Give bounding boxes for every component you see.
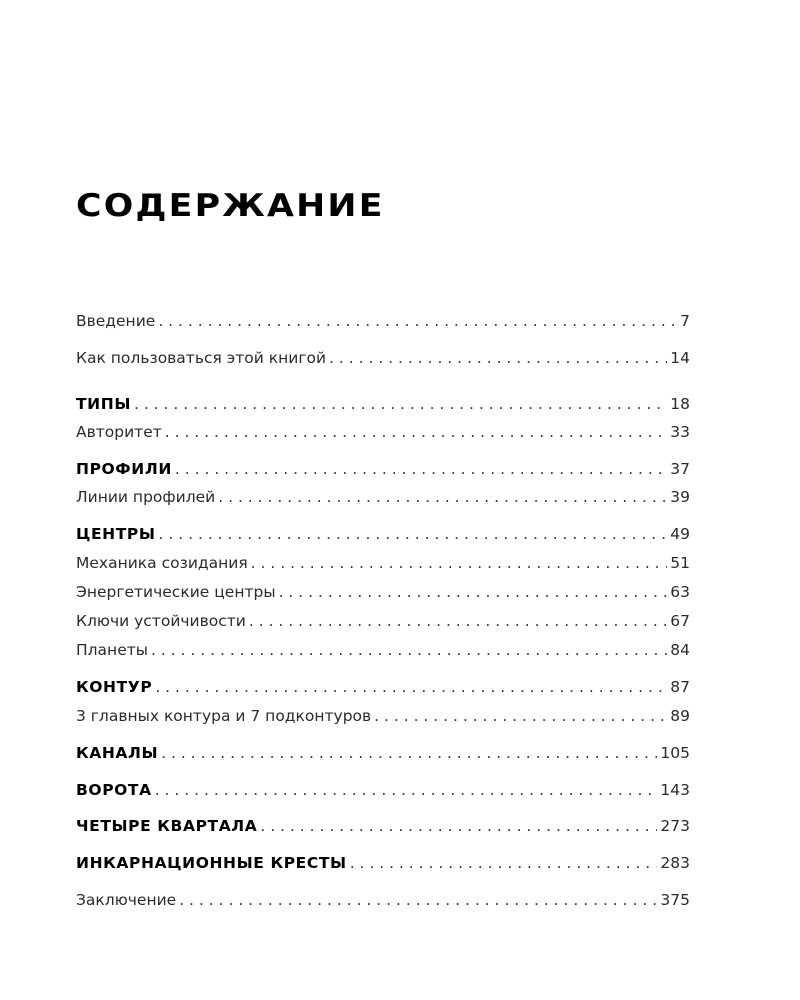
dot-leader <box>134 392 667 416</box>
dot-leader <box>165 420 668 444</box>
toc-section-centers[interactable] <box>76 522 690 546</box>
toc-entry-label: Энергетические центры <box>76 583 276 601</box>
toc-entry-main-circuits[interactable] <box>76 704 690 728</box>
dot-leader <box>158 309 677 333</box>
toc-section-label: ПРОФИЛИ <box>76 460 172 478</box>
toc-section-circuit[interactable] <box>76 675 690 699</box>
toc-entry-page: 67 <box>670 612 690 630</box>
toc-entry-page: 49 <box>670 525 690 543</box>
toc-section-label: КОНТУР <box>76 678 153 696</box>
toc-entry-page: 51 <box>670 554 690 572</box>
page-title: СОДЕРЖАНИЕ <box>76 188 385 224</box>
toc-entry-label: Линии профилей <box>76 488 216 506</box>
toc-entry-introduction[interactable] <box>76 309 690 333</box>
toc-section-profiles[interactable] <box>76 457 690 481</box>
dot-leader <box>329 346 667 370</box>
toc-entry-page: 143 <box>660 781 690 799</box>
toc-entry-page: 273 <box>660 817 690 835</box>
dot-leader <box>218 485 667 509</box>
toc-section-label: ЦЕНТРЫ <box>76 525 156 543</box>
toc-entry-label: Заключение <box>76 891 177 909</box>
dot-leader <box>350 851 658 875</box>
toc-section-gates[interactable] <box>76 778 690 802</box>
dot-leader <box>251 551 668 575</box>
toc-entry-page: 33 <box>670 423 690 441</box>
toc-entry-page: 7 <box>680 312 690 330</box>
toc-entry-label: Ключи устойчивости <box>76 612 246 630</box>
toc-entry-how-to-use[interactable] <box>76 346 690 370</box>
toc-section-label: ИНКАРНАЦИОННЫЕ КРЕСТЫ <box>76 854 347 872</box>
toc-entry-page: 105 <box>660 744 690 762</box>
dot-leader <box>161 741 657 765</box>
toc-entry-planets[interactable] <box>76 638 690 662</box>
dot-leader <box>249 609 667 633</box>
toc-section-label: ВОРОТА <box>76 781 152 799</box>
toc-section-label: ЧЕТЫРЕ КВАРТАЛА <box>76 817 258 835</box>
toc-entry-label: Авторитет <box>76 423 162 441</box>
dot-leader <box>155 675 667 699</box>
toc-entry-page: 37 <box>670 460 690 478</box>
toc-section-types[interactable] <box>76 392 690 416</box>
toc-entry-label: Планеты <box>76 641 148 659</box>
toc-entry-page: 84 <box>670 641 690 659</box>
toc-section-four-quarters[interactable] <box>76 814 690 838</box>
toc-entry-page: 87 <box>670 678 690 696</box>
toc-section-label: ТИПЫ <box>76 395 131 413</box>
toc-entry-conclusion[interactable] <box>76 888 690 912</box>
toc-entry-label: 3 главных контура и 7 подконтуров <box>76 707 372 725</box>
toc-entry-profile-lines[interactable] <box>76 485 690 509</box>
dot-leader <box>151 638 667 662</box>
dot-leader <box>159 522 668 546</box>
toc-entry-page: 283 <box>660 854 690 872</box>
toc-entry-page: 375 <box>660 891 690 909</box>
toc-entry-page: 39 <box>670 488 690 506</box>
dot-leader <box>179 888 657 912</box>
dot-leader <box>260 814 657 838</box>
dot-leader <box>175 457 667 481</box>
toc-entry-page: 89 <box>670 707 690 725</box>
toc-entry-energy-centers[interactable] <box>76 580 690 604</box>
toc-entry-label: Введение <box>76 312 156 330</box>
toc-entry-creation-mechanics[interactable] <box>76 551 690 575</box>
toc-section-label: КАНАЛЫ <box>76 744 159 762</box>
dot-leader <box>279 580 668 604</box>
toc-entry-authority[interactable] <box>76 420 690 444</box>
dot-leader <box>374 704 667 728</box>
toc-entry-page: 18 <box>670 395 690 413</box>
toc-entry-label: Механика созидания <box>76 554 248 572</box>
toc-entry-label: Как пользоваться этой книгой <box>76 349 327 367</box>
toc-section-channels[interactable] <box>76 741 690 765</box>
dot-leader <box>155 778 658 802</box>
toc-section-incarnation-crosses[interactable] <box>76 851 690 875</box>
toc-entry-stability-keys[interactable] <box>76 609 690 633</box>
toc-entry-page: 63 <box>670 583 690 601</box>
toc-entry-page: 14 <box>670 349 690 367</box>
